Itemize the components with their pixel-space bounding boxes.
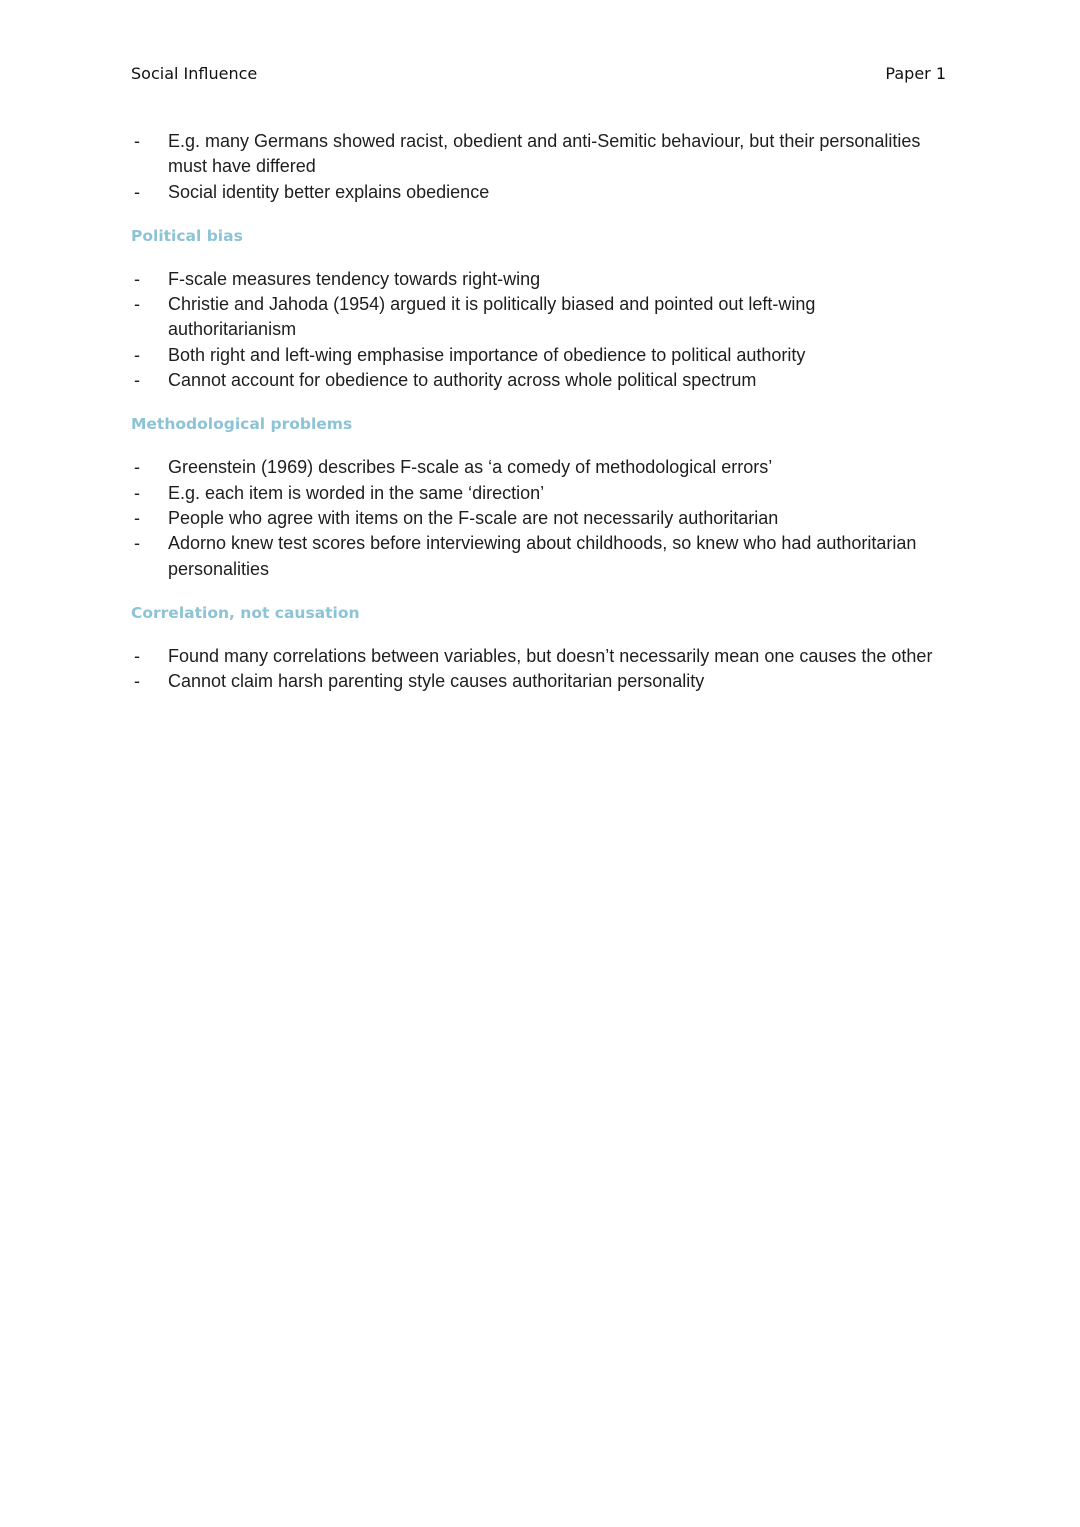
list-item: - F-scale measures tendency towards right-wing [131, 267, 946, 292]
list-item: - Christie and Jahoda (1954) argued it is politically biased and pointed out left-wing authoritarianism [134, 294, 816, 340]
list-item: - Found many correlations between variables, but doesn’t necessarily mean one causes the other [131, 644, 946, 669]
bullet-dash: - [134, 268, 140, 289]
list-item: - Cannot claim harsh parenting style causes authoritarian personality [131, 669, 946, 694]
bullet-dash: - [134, 645, 140, 666]
intro-list [131, 129, 946, 205]
header-paper: Paper 1 [885, 64, 946, 83]
list-item: - People who agree with items on the F-scale are not necessarily authoritarian [131, 506, 946, 531]
section-political-bias [131, 227, 946, 393]
bullet-dash: - [134, 344, 140, 365]
header-title: Social Influence [131, 64, 258, 83]
list-item: - Social identity better explains obedience [131, 180, 946, 205]
list-item: - E.g. many Germans showed racist, obedient and anti-Semitic behaviour, but their personalities must have differed [134, 131, 921, 177]
bullet-dash: - [134, 457, 140, 478]
section-heading: Methodological problems [131, 415, 353, 434]
page-header [131, 64, 946, 83]
section-methodological-problems [131, 415, 946, 581]
list-item: - Both right and left-wing emphasise importance of obedience to political authority [131, 343, 946, 368]
section-correlation-not-causation [131, 604, 946, 695]
list-item: - Greenstein (1969) describes F-scale as ‘a comedy of methodological errors’ [131, 455, 946, 480]
list-item: - Cannot account for obedience to authority across whole political spectrum [131, 368, 946, 393]
section-list [131, 267, 946, 393]
section-heading: Political bias [131, 226, 243, 245]
bullet-dash: - [134, 370, 140, 391]
section-list [131, 455, 946, 581]
bullet-dash: - [134, 181, 140, 202]
bullet-dash: - [134, 671, 140, 692]
bullet-dash: - [134, 533, 140, 554]
bullet-dash: - [134, 294, 140, 315]
document-body [131, 129, 946, 694]
bullet-dash: - [134, 482, 140, 503]
section-list [131, 644, 946, 695]
list-item: - Adorno knew test scores before interviewing about childhoods, so knew who had authoritarian personalities [134, 533, 917, 579]
section-heading: Correlation, not causation [131, 603, 360, 622]
list-item: - E.g. each item is worded in the same ‘direction’ [131, 481, 946, 506]
bullet-dash: - [134, 507, 140, 528]
bullet-dash: - [134, 131, 140, 151]
